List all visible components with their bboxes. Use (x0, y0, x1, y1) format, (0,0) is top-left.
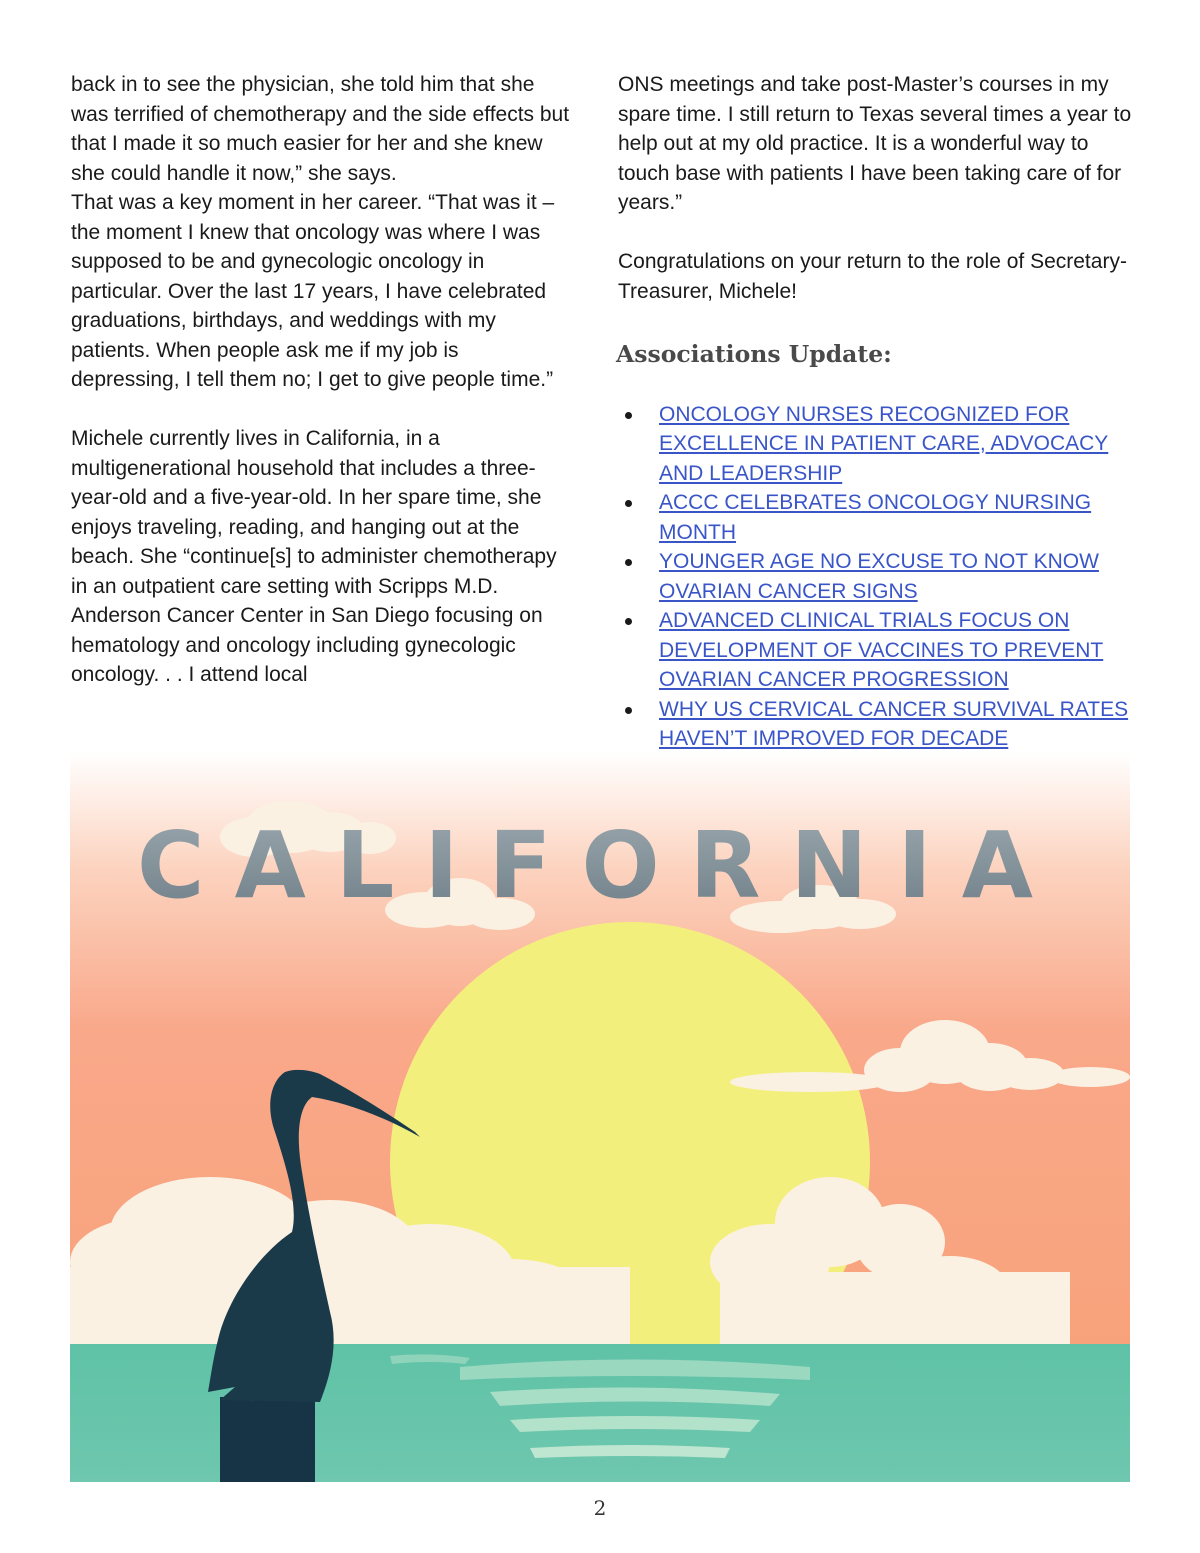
associations-link-list (618, 400, 1138, 754)
list-item (618, 695, 1138, 754)
article-paragraph: ONS meetings and take post-Master’s courses in my spare time. I still return to Texas several times a year to help out at my old practice. It is a wonderful way to touch base with patients I have been taking care of for years.” (618, 73, 1132, 214)
list-item (618, 547, 1138, 606)
news-link[interactable]: ADVANCED CLINICAL TRIALS FOCUS ON DEVELOPMENT OF VACCINES TO PREVENT OVARIAN CANCER PROGRESSION (659, 609, 1104, 691)
list-item (618, 400, 1138, 489)
news-link[interactable]: WHY US CERVICAL CANCER SURVIVAL RATES HAVEN’T IMPROVED FOR DECADE (659, 697, 1129, 750)
article-paragraph: That was a key moment in her career. “That was it – the moment I knew that oncology was where I was supposed to be and gynecologic oncology in particular. Over the last 17 years, I have celebrated graduations, birthdays, and weddings with my patients. When people ask me if my job is depressing, I tell them no; I get to give people time.” (71, 191, 555, 391)
list-item (618, 606, 1138, 695)
news-link[interactable]: YOUNGER AGE NO EXCUSE TO NOT KNOW OVARIAN CANCER SIGNS (659, 550, 1099, 603)
article-right-column (618, 70, 1138, 754)
news-link[interactable]: ONCOLOGY NURSES RECOGNIZED FOR EXCELLENCE IN PATIENT CARE, ADVOCACY AND LEADERSHIP (659, 402, 1109, 485)
news-link[interactable]: ACCC CELEBRATES ONCOLOGY NURSING MONTH (659, 491, 1092, 544)
article-paragraph: Michele currently lives in California, in a multigenerational household that includes a three-year-old and a five-year-old. In her spare time, she enjoys traveling, reading, and hanging out at the beach. She “continue[s] to administer chemotherapy in an outpatient care setting with Scripps M.D. Anderson Cancer Center in San Diego focusing on hematology and oncology including gynecologic oncology. . . I attend local (71, 427, 557, 686)
associations-update-heading: Associations Update: (616, 340, 892, 368)
article-paragraph: Congratulations on your return to the role of Secretary-Treasurer, Michele! (618, 250, 1127, 303)
california-illustration (70, 752, 1130, 1482)
list-item (618, 488, 1138, 547)
article-left-column (71, 70, 571, 690)
page-number: 2 (593, 1496, 607, 1520)
article-paragraph: back in to see the physician, she told him that she was terrified of chemotherapy and the side effects but that I made it so much easier for her and she knew she could handle it now,” she says. (71, 73, 570, 185)
california-title: CALIFORNIA (137, 812, 1063, 919)
